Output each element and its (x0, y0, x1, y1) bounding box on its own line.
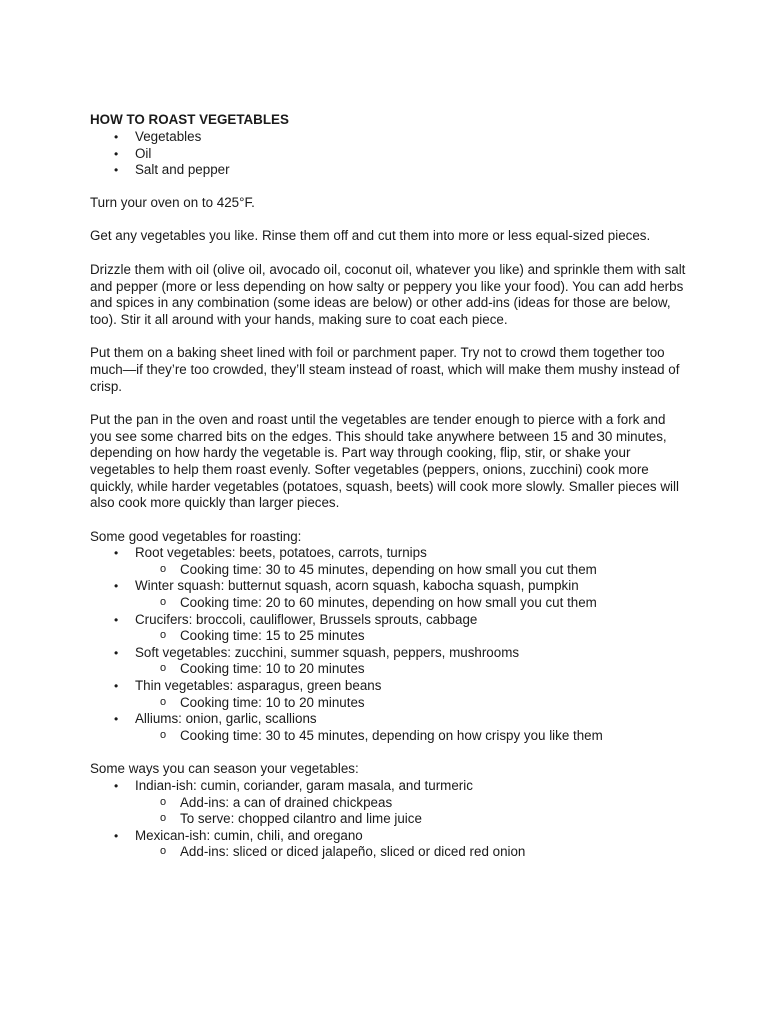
vegetable-item (90, 678, 690, 711)
step-paragraph-roast: Put the pan in the oven and roast until the vegetables are tender enough to pierce with a fork and you see some charred bits on the edges. This should take anywhere between 15 and 30 minutes, depending on how hardy the vegetable is. Part way through cooking, flip, stir, or shake your vegetables to help them roast evenly. Softer vegetables (peppers, onions, zucchini) cook more quickly, while harder vegetables (potatoes, squash, beets) will cook more slowly. Smaller pieces will also cook more quickly than larger pieces. (90, 412, 679, 511)
cooking-time: o Cooking time: 30 to 45 minutes, depending on how crispy you like them (135, 728, 690, 745)
vegetable-label: Alliums: onion, garlic, scallions (135, 711, 317, 727)
seasoning-heading: Some ways you can season your vegetables: (90, 761, 359, 777)
seasoning-label: Mexican-ish: cumin, chili, and oregano (135, 827, 363, 843)
vegetable-item (90, 545, 690, 578)
step-paragraph-season: Drizzle them with oil (olive oil, avocado oil, coconut oil, whatever you like) and sprinkle them with salt and pepper (more or less depending on how salty or peppery you like your food). You can add herbs and spices in any combination (some ideas are below) or other add-ins (ideas for those are below, too). Stir it all around with your hands, making sure to coat each piece. (90, 261, 686, 327)
seasoning-item (90, 778, 690, 828)
cooking-time: o Cooking time: 10 to 20 minutes (135, 695, 690, 712)
vegetable-label: Thin vegetables: asparagus, green beans (135, 678, 382, 694)
ingredient-item: • Vegetables (90, 129, 690, 146)
seasoning-sublist (135, 844, 690, 861)
ingredient-item: • Oil (90, 146, 690, 163)
vegetable-label: Crucifers: broccoli, cauliflower, Brussels sprouts, cabbage (135, 611, 478, 627)
ingredient-item: • Salt and pepper (90, 162, 690, 179)
vegetable-label: Winter squash: butternut squash, acorn squash, kabocha squash, pumpkin (135, 578, 579, 594)
cooking-time: o Cooking time: 20 to 60 minutes, depending on how small you cut them (135, 595, 690, 612)
vegetable-list (90, 545, 690, 744)
vegetable-item (90, 645, 690, 678)
seasoning-list (90, 778, 690, 861)
cooking-time: o Cooking time: 30 to 45 minutes, depending on how small you cut them (135, 562, 690, 579)
seasoning-item (90, 828, 690, 861)
cooking-time: o Cooking time: 15 to 25 minutes (135, 628, 690, 645)
step-paragraph-pan: Put them on a baking sheet lined with foil or parchment paper. Try not to crowd them together too much—if they’re too crowded, they’ll steam instead of roast, which will make them mushy instead of crisp. (90, 345, 680, 394)
vegetable-item (90, 578, 690, 611)
seasoning-detail: o Add-ins: a can of drained chickpeas (135, 795, 690, 812)
seasoning-label: Indian-ish: cumin, coriander, garam masala, and turmeric (135, 778, 473, 793)
vegetable-item (90, 711, 690, 744)
vegetable-sublist (135, 595, 690, 612)
vegetable-sublist (135, 661, 690, 678)
vegetables-heading: Some good vegetables for roasting: (90, 528, 302, 544)
step-paragraph-prep: Get any vegetables you like. Rinse them off and cut them into more or less equal-sized pieces. (90, 228, 651, 244)
seasoning-sublist (135, 795, 690, 828)
vegetable-label: Root vegetables: beets, potatoes, carrots, turnips (135, 545, 427, 561)
step-paragraph-oven: Turn your oven on to 425°F. (90, 194, 255, 210)
cooking-time: o Cooking time: 10 to 20 minutes (135, 661, 690, 678)
document-title: HOW TO ROAST VEGETABLES (90, 112, 289, 127)
vegetable-sublist (135, 695, 690, 712)
vegetable-sublist (135, 562, 690, 579)
vegetable-item (90, 612, 690, 645)
vegetable-sublist (135, 728, 690, 745)
vegetable-label: Soft vegetables: zucchini, summer squash, peppers, mushrooms (135, 644, 520, 660)
seasoning-detail: o To serve: chopped cilantro and lime juice (135, 811, 690, 828)
ingredient-list (90, 129, 690, 179)
vegetable-sublist (135, 628, 690, 645)
document-page (90, 112, 690, 861)
seasoning-detail: o Add-ins: sliced or diced jalapeño, sliced or diced red onion (135, 844, 690, 861)
